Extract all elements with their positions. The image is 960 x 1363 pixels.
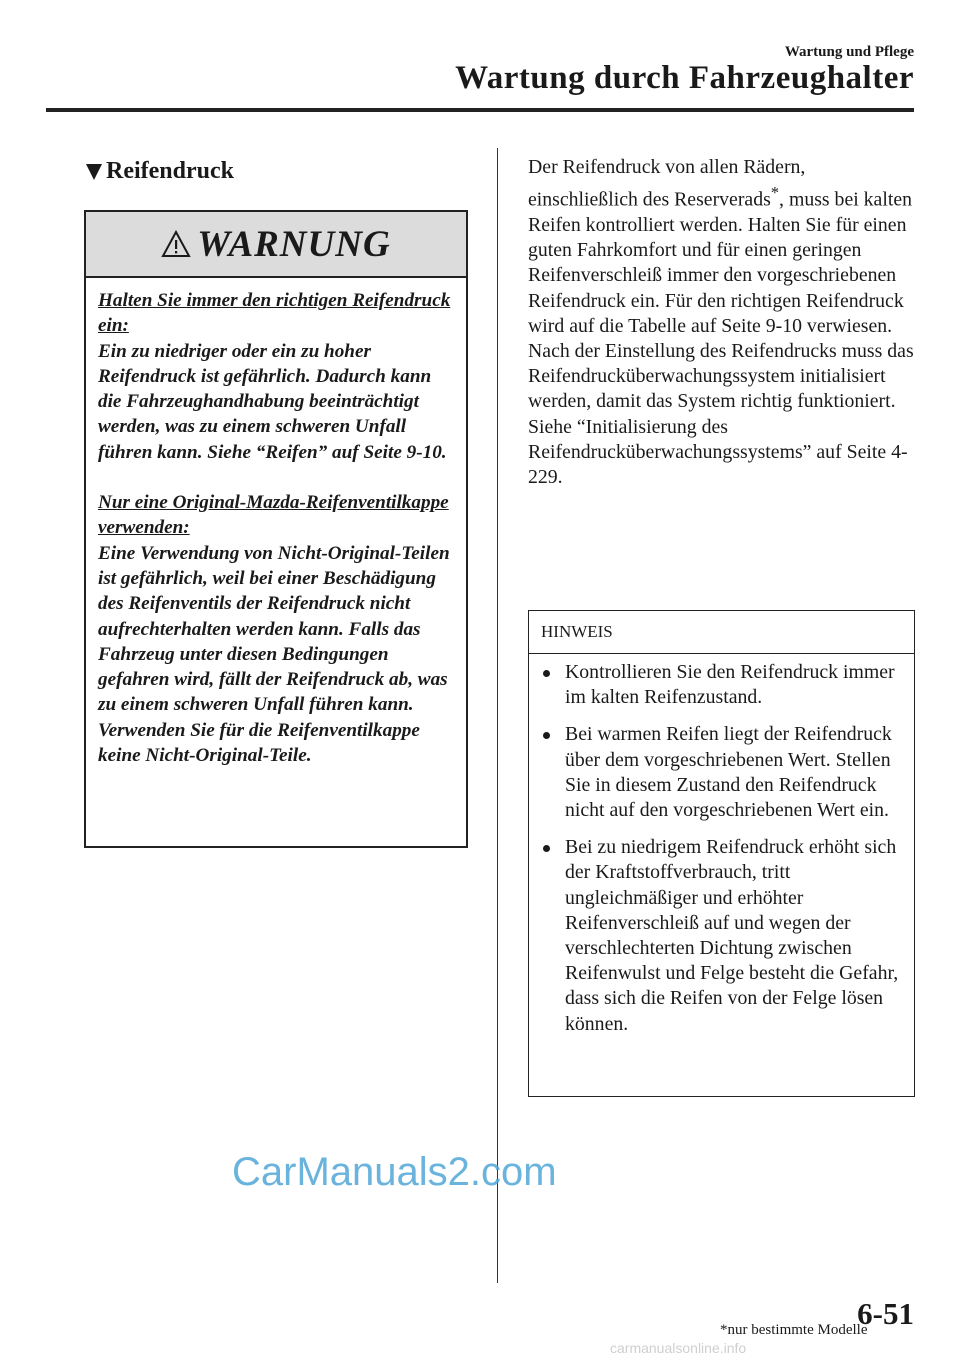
warning-triangle-icon: [161, 230, 191, 258]
warning-body: [86, 278, 466, 768]
warning-box: [84, 210, 468, 848]
body-paragraph: Der Reifendruck von allen Rädern, einschließlich des Reserverads*, muss bei kalten Reifen kontrolliert werden. Halten Sie für einen guten Fahrkomfort und für einen geringen Reifenverschleiß immer den vorgeschriebenen Reifendruck ein. Für den richtigen Reifendruck wird auf die Tabelle auf Seite 9-10 verwiesen. Nach der Einstellung des Reifendrucks muss das Reifendrucküberwachungssystem initialisiert werden, damit das System richtig funktioniert. Siehe “Initialisierung des Reifendrucküberwachungssystems” auf Seite 4-229.: [528, 156, 914, 489]
note-title: HINWEIS: [529, 611, 914, 654]
page-number: 6-51: [857, 1296, 914, 1331]
note-box: [528, 610, 915, 1097]
page-title: Wartung durch Fahrzeughalter: [455, 60, 914, 96]
asterisk-icon: *: [720, 1322, 728, 1338]
warning-title: WARNUNG: [197, 223, 391, 265]
note-item: Bei zu niedrigem Reifendruck erhöht sich der Kraftstoffverbrauch, tritt ungleichmäßiger und erhöhter Reifenverschleiß auf und wegen der verschlechterten Dichtung zwischen Reifenwulst und Felge besteht die Gefahr, dass sich die Reifen von der Felge lösen können.: [541, 835, 906, 1037]
warning-heading-2: Nur eine Original-Mazda-Reifenventilkappe verwenden:: [98, 492, 449, 539]
triangle-down-icon: [86, 164, 102, 180]
bullet-icon: [543, 732, 550, 739]
warning-heading-1: Halten Sie immer den richtigen Reifendruck ein:: [98, 290, 451, 337]
note-item: Bei warmen Reifen liegt der Reifendruck über dem vorgeschriebenen Wert. Stellen Sie in diesem Zustand den Reifendruck nicht auf den vorgeschriebenen Wert ein.: [541, 722, 906, 823]
column-divider: [497, 148, 498, 1283]
note-item: Kontrollieren Sie den Reifendruck immer im kalten Reifenzustand.: [541, 660, 906, 710]
body-text: [528, 155, 918, 490]
warning-header: [86, 212, 466, 278]
watermark-logo: CarManuals2.com: [232, 1150, 557, 1194]
site-watermark: carmanualsonline.info: [610, 1340, 747, 1356]
section-heading: [86, 158, 234, 185]
footer-note: *nur bestimmte Modelle: [720, 1322, 868, 1338]
note-list: [529, 654, 914, 1037]
bullet-icon: [543, 670, 550, 677]
section-heading-text: Reifendruck: [106, 158, 234, 184]
header-divider: [46, 108, 914, 112]
warning-text-1: Ein zu niedriger oder ein zu hoher Reifendruck ist gefährlich. Dadurch kann die Fahrzeughandhabung beeinträchtigt werden, was zu einem schweren Unfall führen kann. Siehe “Reifen” auf Seite 9-10.: [98, 340, 447, 463]
warning-text-2: Eine Verwendung von Nicht-Original-Teilen ist gefährlich, weil bei einer Beschädigung des Reifenventils der Reifendruck nicht aufrechterhalten werden kann. Falls das Fahrzeug unter diesen Bedingungen gefahren wird, fällt der Reifendruck ab, was zu einem schweren Unfall führen kann. Verwenden Sie für die Reifenventilkappe keine Nicht-Original-Teile.: [98, 542, 450, 767]
header-section: Wartung und Pflege: [784, 44, 914, 60]
asterisk-icon: *: [770, 183, 780, 203]
bullet-icon: [543, 845, 550, 852]
